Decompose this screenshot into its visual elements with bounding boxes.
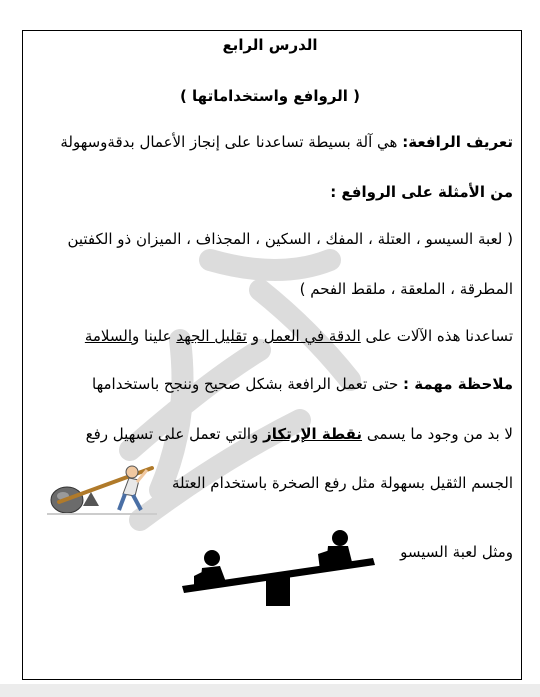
definition-text: هي آلة بسيطة تساعدنا على إنجاز الأعمال بدقةوسهولة — [60, 133, 403, 151]
seesaw-line: ومثل لعبة السيسو — [400, 543, 513, 561]
two-children-on-seesaw-icon — [180, 528, 375, 608]
note-label: ملاحظة مهمة : — [403, 375, 513, 393]
fulcrum-line — [86, 425, 513, 443]
page-bottom-strip — [0, 684, 540, 697]
examples-heading: من الأمثلة على الروافع : — [330, 183, 513, 201]
fulcrum-prefix: لا بد من وجود ما يسمى — [362, 425, 513, 443]
benefits-line — [85, 327, 513, 345]
examples-line-1: ( لعبة السيسو ، العتلة ، المفك ، السكين ، المجذاف ، الميزان ذو الكفتين — [67, 230, 513, 248]
definition-line — [60, 133, 513, 151]
note-line — [92, 375, 513, 393]
benefit-less-effort: تقليل الجهد — [176, 327, 247, 345]
benefits-prefix: تساعدنا هذه الآلات على — [360, 327, 513, 345]
benefits-mid: و — [246, 327, 264, 345]
benefit-accuracy: الدقة في العمل — [263, 327, 361, 345]
fulcrum-suffix: والتي تعمل على تسهيل رفع — [85, 425, 264, 443]
person-lifting-rock-with-lever-icon — [47, 460, 157, 520]
benefits-mid2: علينا و — [132, 327, 177, 345]
examples-line-2: المطرقة ، الملعقة ، ملقط الفحم ) — [299, 280, 513, 298]
definition-label: تعريف الرافعة: — [402, 133, 513, 151]
lesson-subtitle: ( الروافع واستخداماتها ) — [179, 87, 361, 105]
note-text: حتى تعمل الرافعة بشكل صحيح وننجح باستخدامها — [92, 375, 404, 393]
benefit-safety: السلامة — [84, 327, 133, 345]
lesson-title: الدرس الرابع — [222, 36, 318, 54]
rock-line: الجسم الثقيل بسهولة مثل رفع الصخرة باستخدام العتلة — [172, 474, 513, 492]
fulcrum-term: نقطة الإرتكاز — [263, 425, 363, 443]
